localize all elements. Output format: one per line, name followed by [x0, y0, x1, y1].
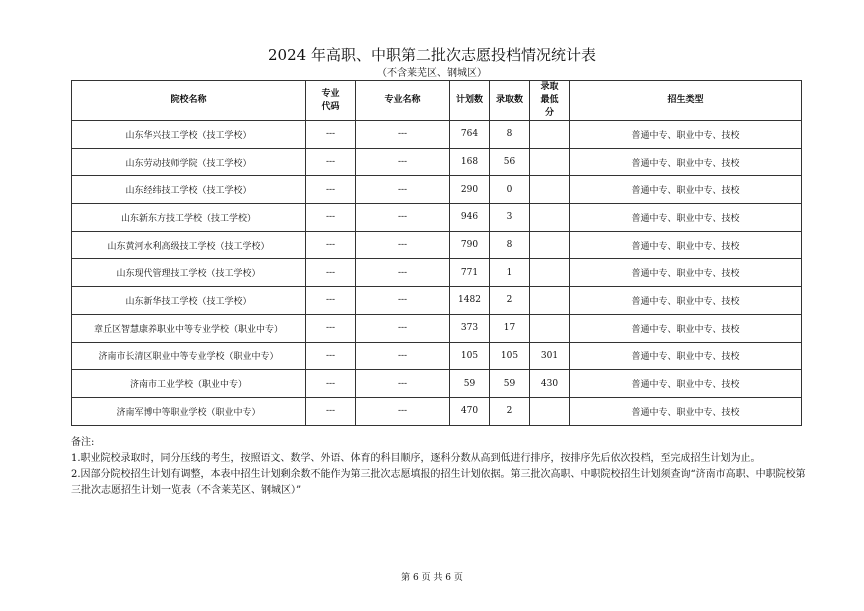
major-code-cell: --- — [306, 259, 356, 287]
table-row — [72, 370, 802, 398]
major-name-cell: --- — [356, 259, 450, 287]
admitted-count-cell: 56 — [490, 148, 530, 176]
enrollment-type-cell: 普通中专、职业中专、技校 — [570, 231, 802, 259]
major-code-cell: --- — [306, 204, 356, 232]
enrollment-type-cell: 普通中专、职业中专、技校 — [570, 370, 802, 398]
major-name-cell: --- — [356, 397, 450, 425]
table-row — [72, 176, 802, 204]
major-code-cell: --- — [306, 397, 356, 425]
min-score-cell — [530, 231, 570, 259]
table-body — [72, 121, 802, 426]
enrollment-type-cell: 普通中专、职业中专、技校 — [570, 314, 802, 342]
enrollment-type-cell: 普通中专、职业中专、技校 — [570, 342, 802, 370]
school-name-cell: 济南军博中等职业学校（职业中专） — [72, 397, 306, 425]
header-min-score-label: 录取最低分 — [540, 82, 559, 118]
admitted-count-cell: 59 — [490, 370, 530, 398]
major-code-cell: --- — [306, 148, 356, 176]
table-row — [72, 204, 802, 232]
notes-section — [71, 435, 806, 499]
min-score-cell — [530, 287, 570, 315]
header-plan-count: 计划数 — [450, 81, 490, 121]
table-row — [72, 287, 802, 315]
note-item-1: 1.职业院校录取时，同分压线的考生，按照语文、数学、外语、体育的科目顺序，逐科分数从高到低进行排序，按排序先后依次投档，至完成招生计划为止。 — [71, 453, 761, 464]
major-name-cell: --- — [356, 370, 450, 398]
min-score-cell — [530, 148, 570, 176]
plan-count-cell: 59 — [450, 370, 490, 398]
min-score-cell — [530, 397, 570, 425]
school-name-cell: 山东劳动技师学院（技工学校） — [72, 148, 306, 176]
header-major-name: 专业名称 — [356, 81, 450, 121]
enrollment-type-cell: 普通中专、职业中专、技校 — [570, 176, 802, 204]
min-score-cell — [530, 204, 570, 232]
header-major-code-label: 专业代码 — [321, 88, 340, 112]
school-name-cell: 济南市长清区职业中等专业学校（职业中专） — [72, 342, 306, 370]
admitted-count-cell: 8 — [490, 231, 530, 259]
table-row — [72, 314, 802, 342]
major-code-cell: --- — [306, 231, 356, 259]
plan-count-cell: 470 — [450, 397, 490, 425]
school-name-cell: 章丘区智慧康养职业中等专业学校（职业中专） — [72, 314, 306, 342]
admitted-count-cell: 3 — [490, 204, 530, 232]
table-row — [72, 231, 802, 259]
page-subtitle: （不含莱芜区、钢城区） — [377, 68, 487, 79]
major-name-cell: --- — [356, 204, 450, 232]
enrollment-type-cell: 普通中专、职业中专、技校 — [570, 287, 802, 315]
admitted-count-cell: 2 — [490, 287, 530, 315]
major-code-cell: --- — [306, 314, 356, 342]
header-enrollment-type: 招生类型 — [570, 81, 802, 121]
school-name-cell: 山东经纬技工学校（技工学校） — [72, 176, 306, 204]
major-code-cell: --- — [306, 176, 356, 204]
page-title: 2024 年高职、中职第二批次志愿投档情况统计表 — [268, 46, 596, 64]
major-name-cell: --- — [356, 148, 450, 176]
plan-count-cell: 764 — [450, 121, 490, 149]
plan-count-cell: 168 — [450, 148, 490, 176]
min-score-cell — [530, 259, 570, 287]
header-admitted-count: 录取数 — [490, 81, 530, 121]
enrollment-type-cell: 普通中专、职业中专、技校 — [570, 204, 802, 232]
admitted-count-cell: 1 — [490, 259, 530, 287]
plan-count-cell: 946 — [450, 204, 490, 232]
major-code-cell: --- — [306, 370, 356, 398]
school-name-cell: 山东新华技工学校（技工学校） — [72, 287, 306, 315]
admitted-count-cell: 8 — [490, 121, 530, 149]
admitted-count-cell: 17 — [490, 314, 530, 342]
plan-count-cell: 105 — [450, 342, 490, 370]
table-row — [72, 342, 802, 370]
major-name-cell: --- — [356, 314, 450, 342]
enrollment-type-cell: 普通中专、职业中专、技校 — [570, 259, 802, 287]
min-score-cell — [530, 176, 570, 204]
major-code-cell: --- — [306, 121, 356, 149]
plan-count-cell: 290 — [450, 176, 490, 204]
table-row — [72, 121, 802, 149]
plan-count-cell: 373 — [450, 314, 490, 342]
plan-count-cell: 790 — [450, 231, 490, 259]
admission-table — [71, 80, 802, 426]
major-name-cell: --- — [356, 121, 450, 149]
school-name-cell: 山东黄河水利高级技工学校（技工学校） — [72, 231, 306, 259]
major-name-cell: --- — [356, 176, 450, 204]
enrollment-type-cell: 普通中专、职业中专、技校 — [570, 397, 802, 425]
note-item-2: 2.因部分院校招生计划有调整，本表中招生计划剩余数不能作为第三批次志愿填报的招生计划依据。第三批次高职、中职院校招生计划须查询“济南市高职、中职院校第三批次志愿招生计划一览表（不含莱芜区、钢城区）” — [71, 469, 806, 496]
plan-count-cell: 771 — [450, 259, 490, 287]
page-footer: 第 6 页 共 6 页 — [401, 573, 463, 583]
header-min-score — [530, 81, 570, 121]
enrollment-type-cell: 普通中专、职业中专、技校 — [570, 121, 802, 149]
major-name-cell: --- — [356, 342, 450, 370]
min-score-cell — [530, 121, 570, 149]
enrollment-type-cell: 普通中专、职业中专、技校 — [570, 148, 802, 176]
major-code-cell: --- — [306, 287, 356, 315]
min-score-cell — [530, 314, 570, 342]
table-header-row — [72, 81, 802, 121]
min-score-cell: 301 — [530, 342, 570, 370]
admitted-count-cell: 2 — [490, 397, 530, 425]
header-major-code — [306, 81, 356, 121]
school-name-cell: 山东华兴技工学校（技工学校） — [72, 121, 306, 149]
notes-heading: 备注: — [71, 437, 95, 448]
table-row — [72, 148, 802, 176]
school-name-cell: 山东现代管理技工学校（技工学校） — [72, 259, 306, 287]
admitted-count-cell: 0 — [490, 176, 530, 204]
table-row — [72, 397, 802, 425]
header-school-name: 院校名称 — [72, 81, 306, 121]
min-score-cell: 430 — [530, 370, 570, 398]
school-name-cell: 山东新东方技工学校（技工学校） — [72, 204, 306, 232]
major-name-cell: --- — [356, 287, 450, 315]
plan-count-cell: 1482 — [450, 287, 490, 315]
table-row — [72, 259, 802, 287]
major-code-cell: --- — [306, 342, 356, 370]
admitted-count-cell: 105 — [490, 342, 530, 370]
school-name-cell: 济南市工业学校（职业中专） — [72, 370, 306, 398]
major-name-cell: --- — [356, 231, 450, 259]
